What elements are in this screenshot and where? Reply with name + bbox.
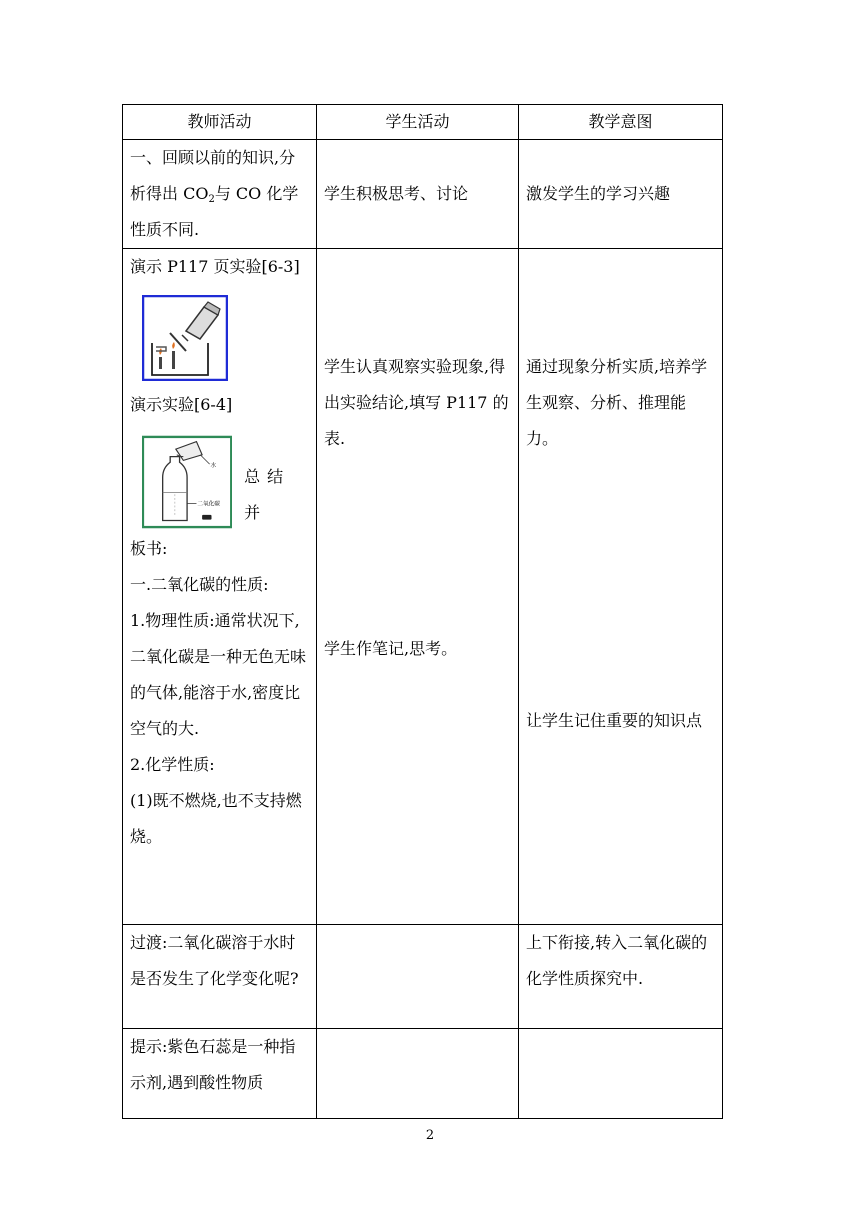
row3-student-cell [317, 925, 519, 1029]
experiment-6-4-figure [142, 433, 232, 531]
row2-intent-cell [519, 249, 723, 925]
physical-properties-text: 1.物理性质:通常状况下,二氧化碳是一种无色无味的气体,能溶于水,密度比空气的大. [130, 611, 307, 738]
label-water: 水 [210, 462, 217, 469]
chemical-property-1-text: (1)既不燃烧,也不支持燃烧。 [130, 791, 302, 846]
table-row [123, 1029, 723, 1119]
row3-intent-cell: 上下衔接,转入二氧化碳的化学性质探究中. [519, 925, 723, 1029]
header-teacher-activity: 教师活动 [123, 105, 317, 140]
row2-teacher-cell [123, 249, 317, 925]
demo-1-label: 演示 P117 页实验[6-3] [130, 257, 300, 276]
lesson-table [122, 104, 723, 1119]
row2-student-text-1: 学生认真观察实验现象,得出实验结论,填写 P117 的表. [324, 357, 509, 448]
summary-label: 总结并 [244, 467, 291, 522]
row4-intent-cell [519, 1029, 723, 1119]
table-row [123, 140, 723, 249]
row3-teacher-cell: 过渡:二氧化碳溶于水时是否发生了化学变化呢? [123, 925, 317, 1029]
demo-2-label: 演示实验[6-4] [130, 395, 233, 414]
chemical-properties-heading: 2.化学性质: [130, 755, 215, 774]
table-row [123, 249, 723, 925]
header-teaching-intent: 教学意图 [519, 105, 723, 140]
row4-teacher-cell: 提示:紫色石蕊是一种指示剂,遇到酸性物质 [123, 1029, 317, 1119]
row1-intent-cell: 激发学生的学习兴趣 [519, 140, 723, 249]
properties-heading: 一.二氧化碳的性质: [130, 575, 269, 594]
row1-teacher-text-pre: 一、回顾以前的知识,分析得出 CO [130, 148, 296, 203]
row4-student-cell [317, 1029, 519, 1119]
header-student-activity: 学生活动 [317, 105, 519, 140]
row1-teacher-subscript: 2 [208, 194, 215, 205]
page-number: 2 [425, 1128, 435, 1143]
row1-teacher-text-post: 与 CO 化学性质不同. [130, 184, 299, 239]
row2-student-cell [317, 249, 519, 925]
row2-intent-text-2: 让学生记住重要的知识点 [526, 711, 703, 730]
table-row [123, 925, 723, 1029]
row2-student-text-2: 学生作笔记,思考。 [324, 639, 458, 658]
experiment-6-4-row [130, 423, 309, 531]
experiment-6-3-figure [142, 295, 228, 381]
row1-teacher-cell [123, 140, 317, 249]
row1-student-cell: 学生积极思考、讨论 [317, 140, 519, 249]
row2-intent-text-1: 通过现象分析实质,培养学生观察、分析、推理能力。 [526, 357, 708, 448]
board-label: 板书: [130, 539, 168, 558]
label-co2: 二氧化碳 [197, 501, 220, 508]
table-header-row [123, 105, 723, 140]
